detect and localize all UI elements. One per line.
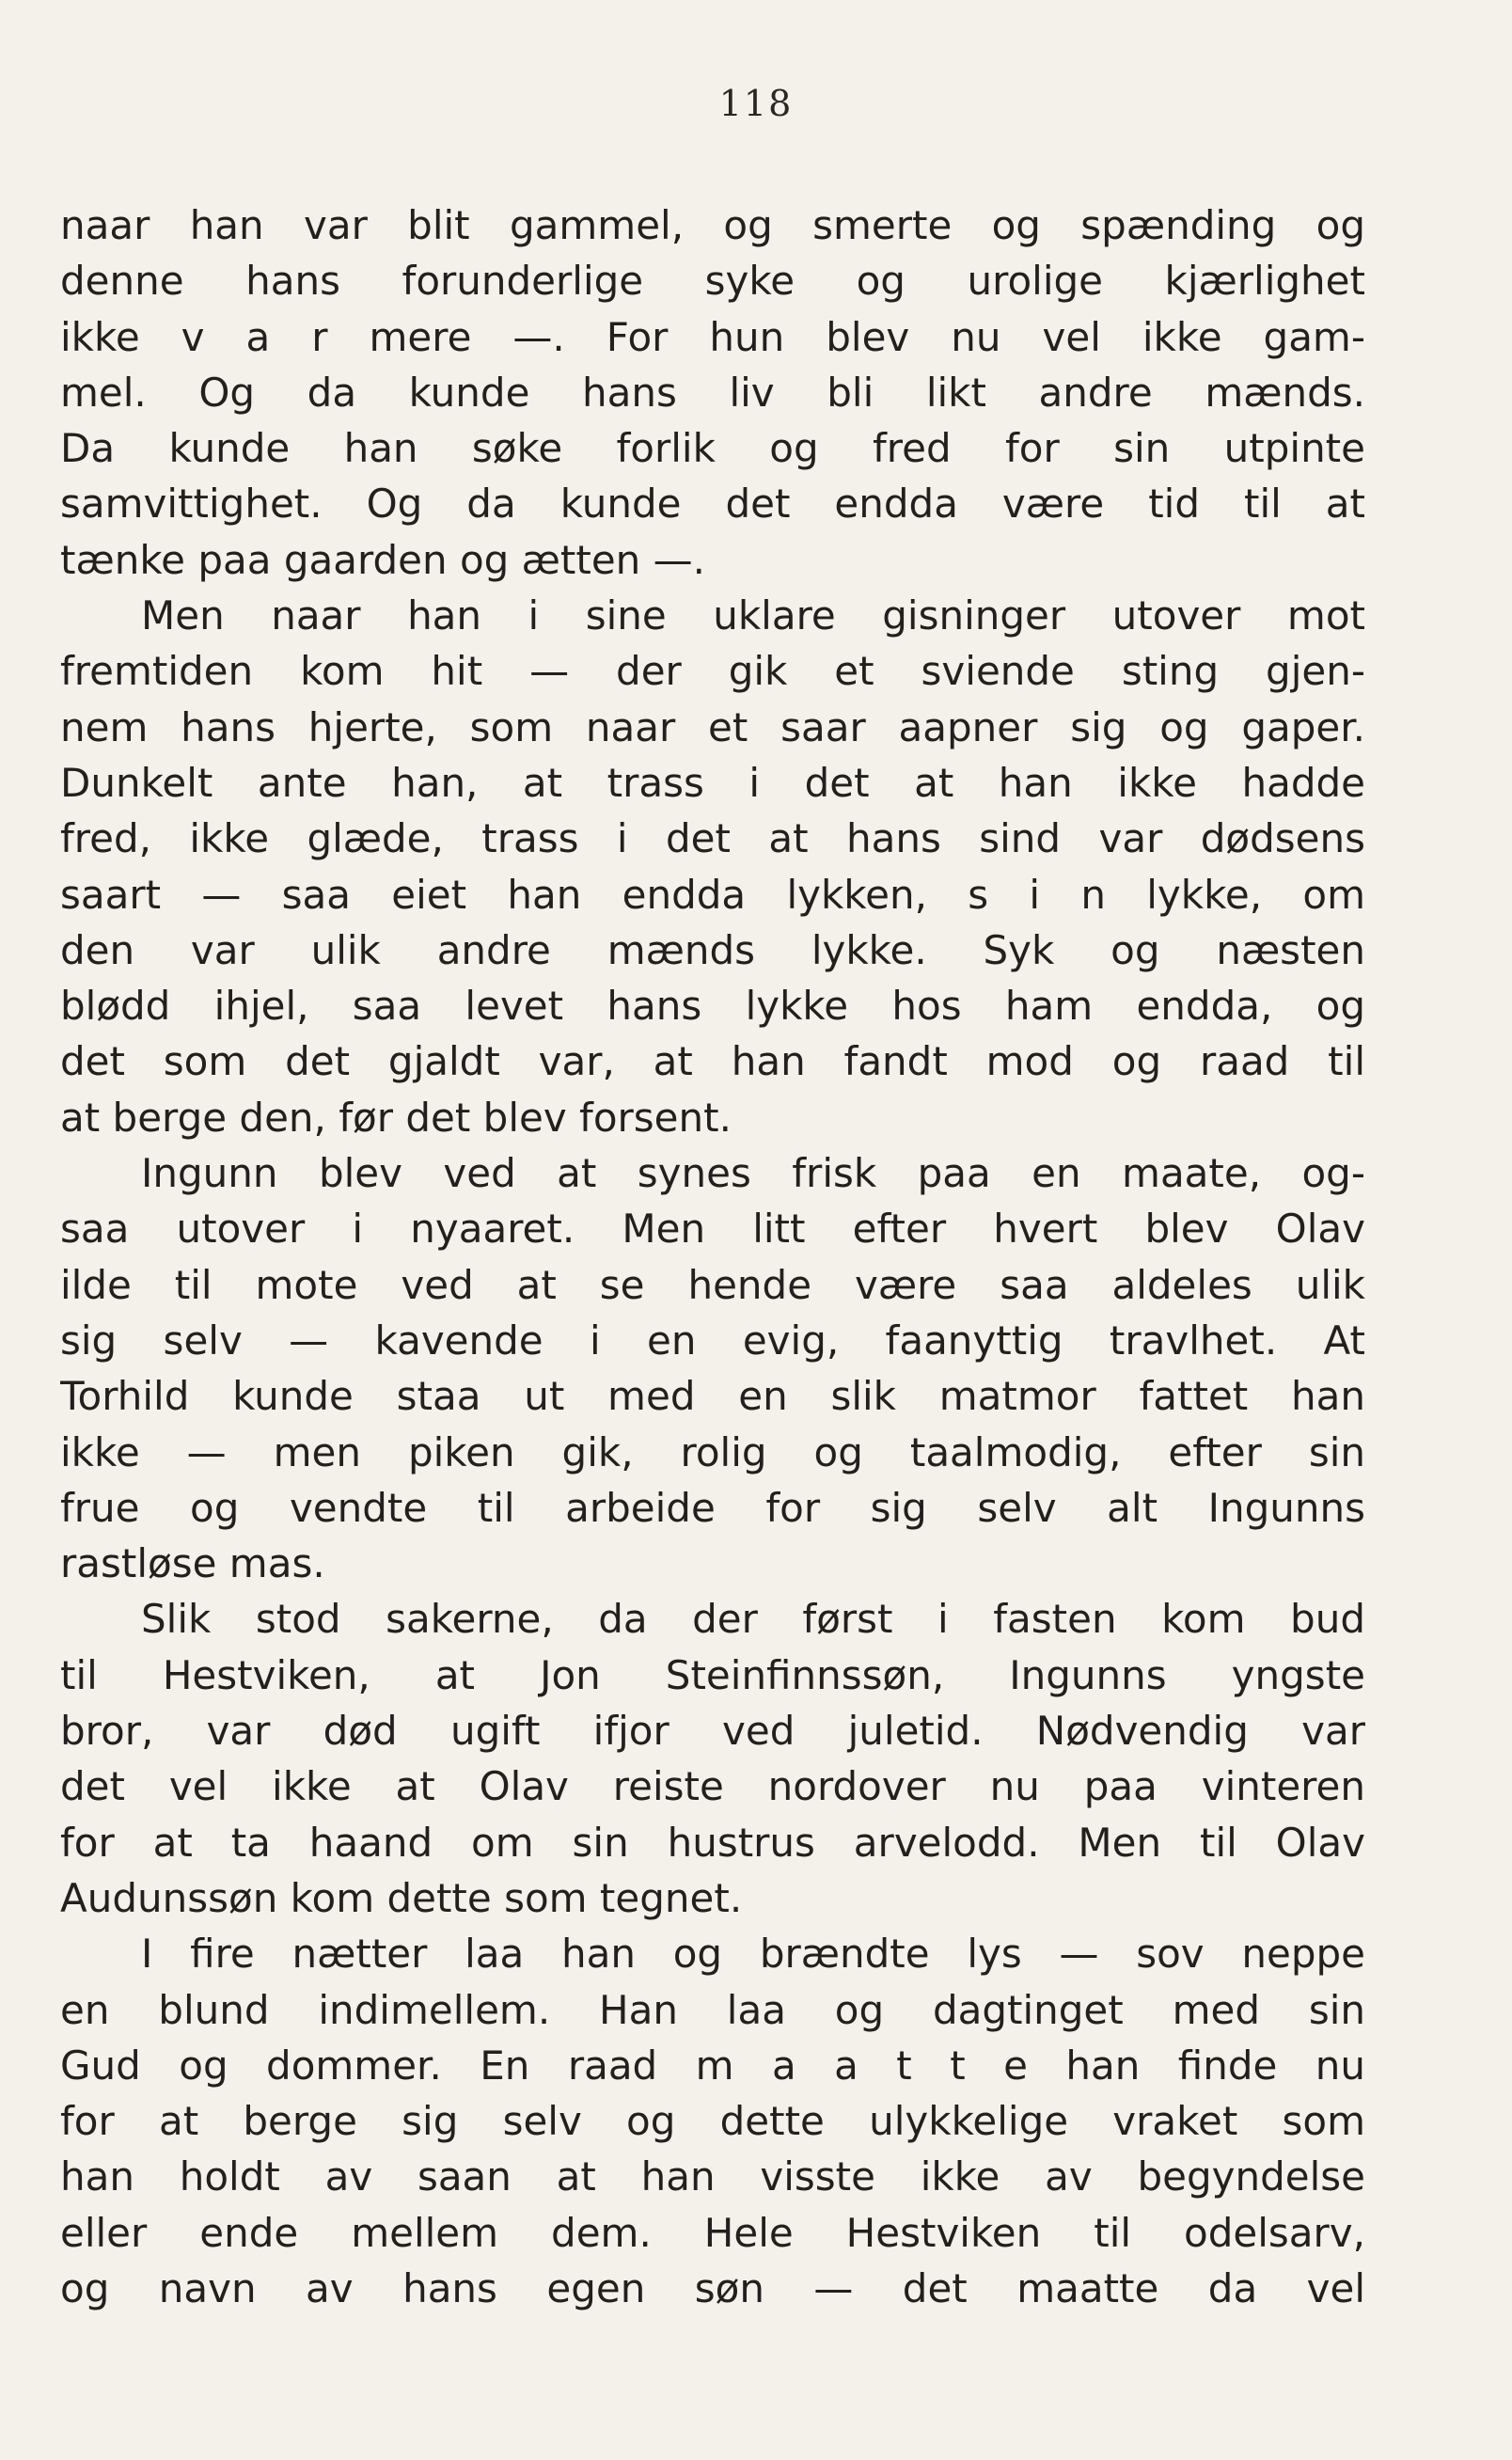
text-line: ikke — men piken gik, rolig og taalmodig, efter sin <box>60 1428 1365 1475</box>
text-line: eller ende mellem dem. Hele Hestviken til odelsarv, <box>60 2209 1365 2256</box>
text-line: det som det gjaldt var, at han fandt mod og raad til <box>60 1038 1365 1085</box>
text-line: I fire nætter laa han og brændte lys — sov neppe <box>141 1931 1365 1978</box>
text-line: samvittighet. Og da kunde det endda være tid til at <box>60 481 1365 528</box>
text-line: Dunkelt ante han, at trass i det at han ikke hadde <box>60 759 1365 806</box>
text-line: saart — saa eiet han endda lykken, s i n lykke, om <box>60 871 1365 918</box>
text-line: fremtiden kom hit — der gik et sviende sting gjen- <box>60 648 1365 695</box>
body-text <box>60 197 1365 2316</box>
text-line: blødd ihjel, saa levet hans lykke hos ham endda, og <box>60 983 1365 1030</box>
text-line: sig selv — kavende i en evig, faanyttig travlhet. At <box>60 1317 1365 1364</box>
text-line: han holdt av saan at han visste ikke av begyndelse <box>60 2153 1365 2200</box>
text-line: for at berge sig selv og dette ulykkelige vraket som <box>60 2098 1365 2145</box>
text-line: mel. Og da kunde hans liv bli likt andre mænds. <box>60 369 1365 416</box>
page-number: 118 <box>718 83 794 124</box>
text-line: Da kunde han søke forlik og fred for sin utpinte <box>60 425 1365 472</box>
text-line: det vel ikke at Olav reiste nordover nu paa vinteren <box>60 1763 1365 1810</box>
text-line: den var ulik andre mænds lykke. Syk og næsten <box>60 926 1365 973</box>
text-line: denne hans forunderlige syke og urolige kjærlighet <box>60 258 1365 305</box>
text-line: tænke paa gaarden og ætten —. <box>60 536 706 583</box>
text-line: bror, var død ugift ifjor ved juletid. Nødvendig var <box>60 1708 1365 1755</box>
text-line: Torhild kunde staa ut med en slik matmor fattet han <box>60 1373 1365 1420</box>
text-line: at berge den, før det blev forsent. <box>60 1094 732 1141</box>
text-line: Gud og dommer. En raad m a a t t e han finde nu <box>60 2042 1365 2089</box>
text-line: Men naar han i sine uklare gisninger utover mot <box>141 592 1365 639</box>
text-line: Audunssøn kom dette som tegnet. <box>60 1874 743 1921</box>
text-line: Ingunn blev ved at synes frisk paa en maate, og- <box>141 1150 1365 1197</box>
text-line: Slik stod sakerne, da der først i fasten kom bud <box>141 1596 1365 1643</box>
text-line: for at ta haand om sin hustrus arvelodd. Men til Olav <box>60 1819 1365 1866</box>
text-line: til Hestviken, at Jon Steinfinnssøn, Ingunns yngste <box>60 1651 1365 1698</box>
text-line: frue og vendte til arbeide for sig selv alt Ingunns <box>60 1484 1365 1531</box>
text-line: ilde til mote ved at se hende være saa aldeles ulik <box>60 1261 1365 1308</box>
text-line: saa utover i nyaaret. Men litt efter hvert blev Olav <box>60 1206 1365 1253</box>
text-line: ikke v a r mere —. For hun blev nu vel ikke gam- <box>60 313 1365 360</box>
text-line: og navn av hans egen søn — det maatte da vel <box>60 2264 1365 2311</box>
text-line: naar han var blit gammel, og smerte og spænding og <box>60 202 1365 248</box>
text-line: fred, ikke glæde, trass i det at hans sind var dødsens <box>60 815 1365 862</box>
text-line: nem hans hjerte, som naar et saar aapner sig og gaper. <box>60 703 1365 750</box>
text-line: rastløse mas. <box>60 1540 325 1587</box>
text-line: en blund indimellem. Han laa og dagtinget med sin <box>60 1986 1365 2033</box>
